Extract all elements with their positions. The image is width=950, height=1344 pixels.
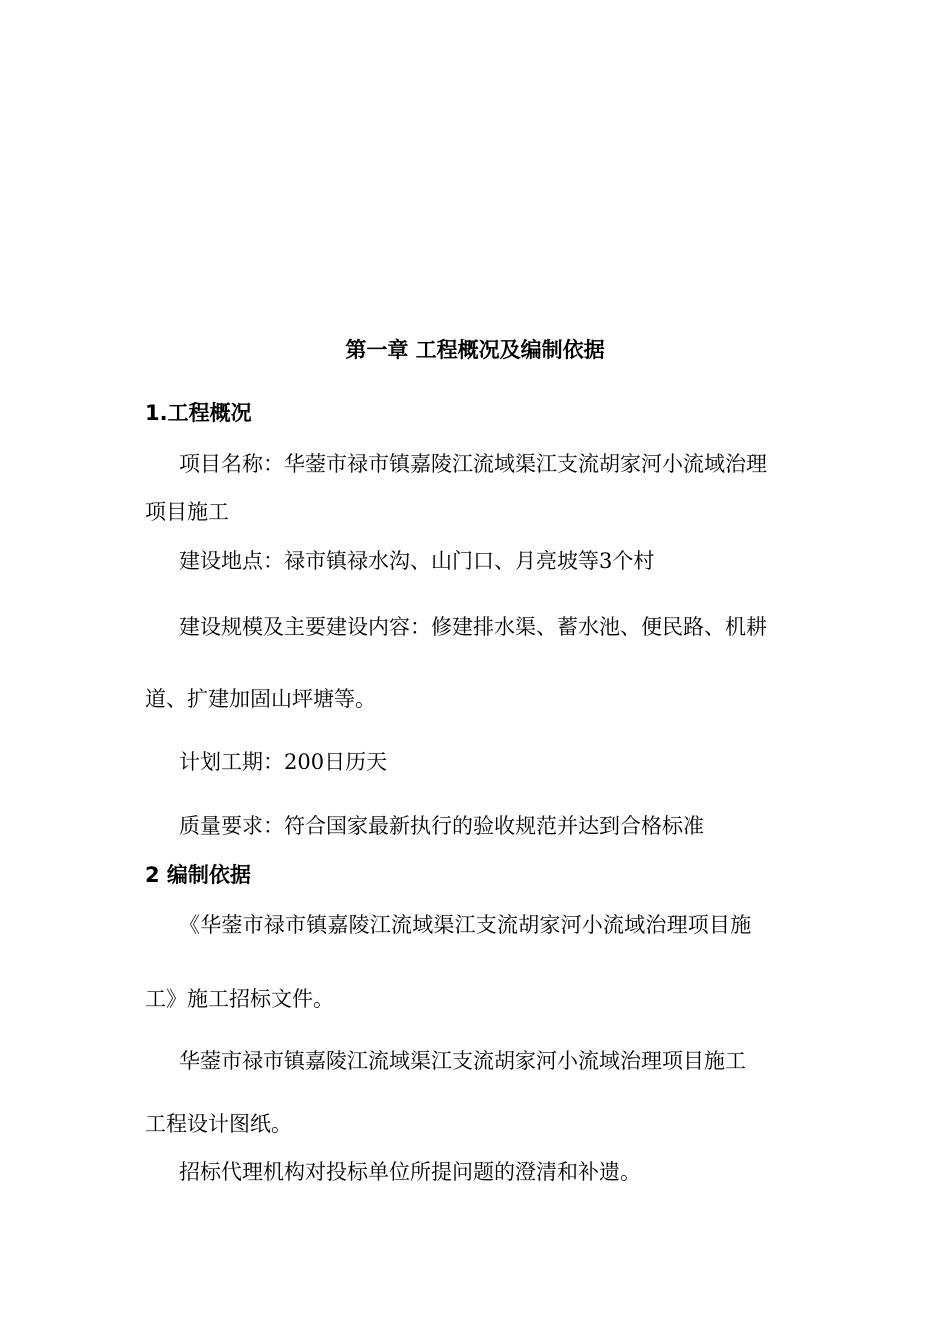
basis-2-line-1: 华蓥市禄市镇嘉陵江流域渠江支流胡家河小流域治理项目施工 — [179, 1049, 746, 1073]
quality-requirement: 质量要求：符合国家最新执行的验收规范并达到合格标准 — [179, 814, 704, 838]
basis-1-line-1: 《华蓥市禄市镇嘉陵江流域渠江支流胡家河小流域治理项目施 — [179, 913, 752, 937]
construction-scale-line-2: 道、扩建加固山坪塘等。 — [145, 687, 376, 711]
basis-3: 招标代理机构对投标单位所提问题的澄清和补遗。 — [179, 1160, 641, 1184]
project-name-line-1: 项目名称：华蓥市禄市镇嘉陵江流域渠江支流胡家河小流域治理 — [179, 452, 767, 476]
section-heading-overview: 1.工程概况 — [145, 401, 252, 425]
construction-scale-line-1: 建设规模及主要建设内容：修建排水渠、蓄水池、便民路、机耕 — [179, 615, 767, 639]
planned-duration: 计划工期：200日历天 — [179, 750, 388, 774]
construction-location: 建设地点：禄市镇禄水沟、山门口、月亮坡等3个村 — [179, 549, 655, 573]
basis-2-line-2: 工程设计图纸。 — [145, 1112, 292, 1136]
project-name-line-2: 项目施工 — [145, 500, 229, 524]
section-heading-basis: 2 编制依据 — [145, 863, 251, 887]
basis-1-line-2: 工》施工招标文件。 — [145, 987, 334, 1011]
chapter-title: 第一章 工程概况及编制依据 — [345, 338, 605, 362]
